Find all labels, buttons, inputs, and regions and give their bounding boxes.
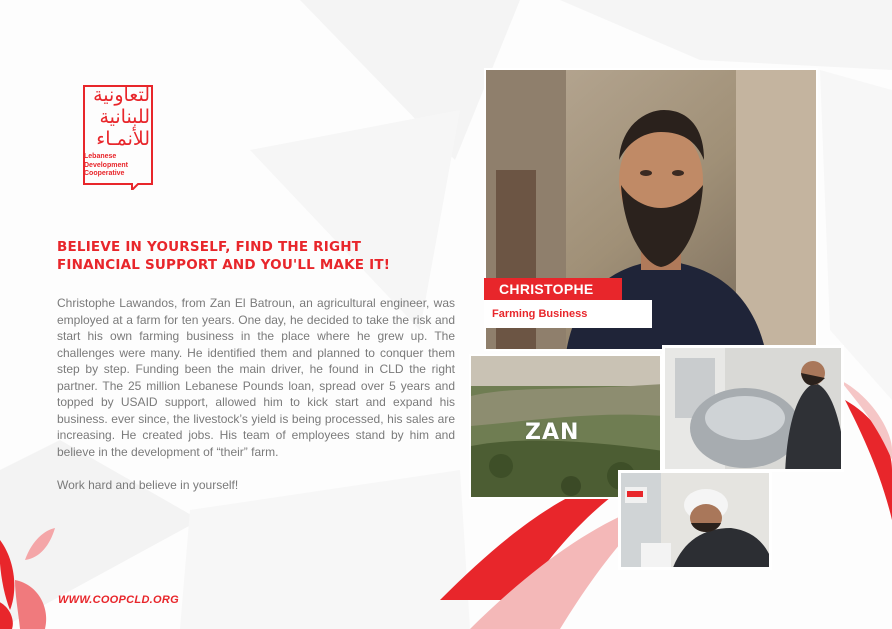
headline-line-2: FINANCIAL SUPPORT AND YOU'LL MAKE IT! [57,257,391,273]
worker-photo [618,470,772,570]
profile-name-tag: CHRISTOPHE [484,278,622,300]
zan-sign-text: ZAN [525,420,580,445]
machine-image [665,348,844,472]
logo-arabic-text: لتعاونية للبنانية للأنمـاء [93,84,150,150]
story-paragraph: Christophe Lawandos, from Zan El Batroun, an agricultural engineer, was employed at a farm for ten years. One day, he decided to take the risk and start his own farming business in the place where he grew up. The challenges were many. He identified them and planned to conquer them step by step. Funding been the main driver, he found in CLD the right partner. The 25 million Lebanese Pounds loan, spread over 5 years and topped by USAID support, allowed him to kick start and expand his business. ever since, the livestock’s yield is being processed, his sales are increasing. He created jobs. His team of employees stand by him and believe in the development of “their” farm. [57,296,455,459]
story-body [57,295,455,460]
worker-image [621,473,772,570]
profile-business-tag: Farming Business [484,300,652,328]
machine-photo [662,345,844,472]
headline-line-1: BELIEVE IN YOURSELF, FIND THE RIGHT [57,239,362,255]
cld-logo [78,84,158,190]
logo-english-text: Lebanese Development Cooperative [84,153,128,177]
headline [57,238,417,274]
website-link[interactable]: WWW.COOPCLD.ORG [58,594,179,606]
closing-line: Work hard and believe in yourself! [57,478,239,492]
